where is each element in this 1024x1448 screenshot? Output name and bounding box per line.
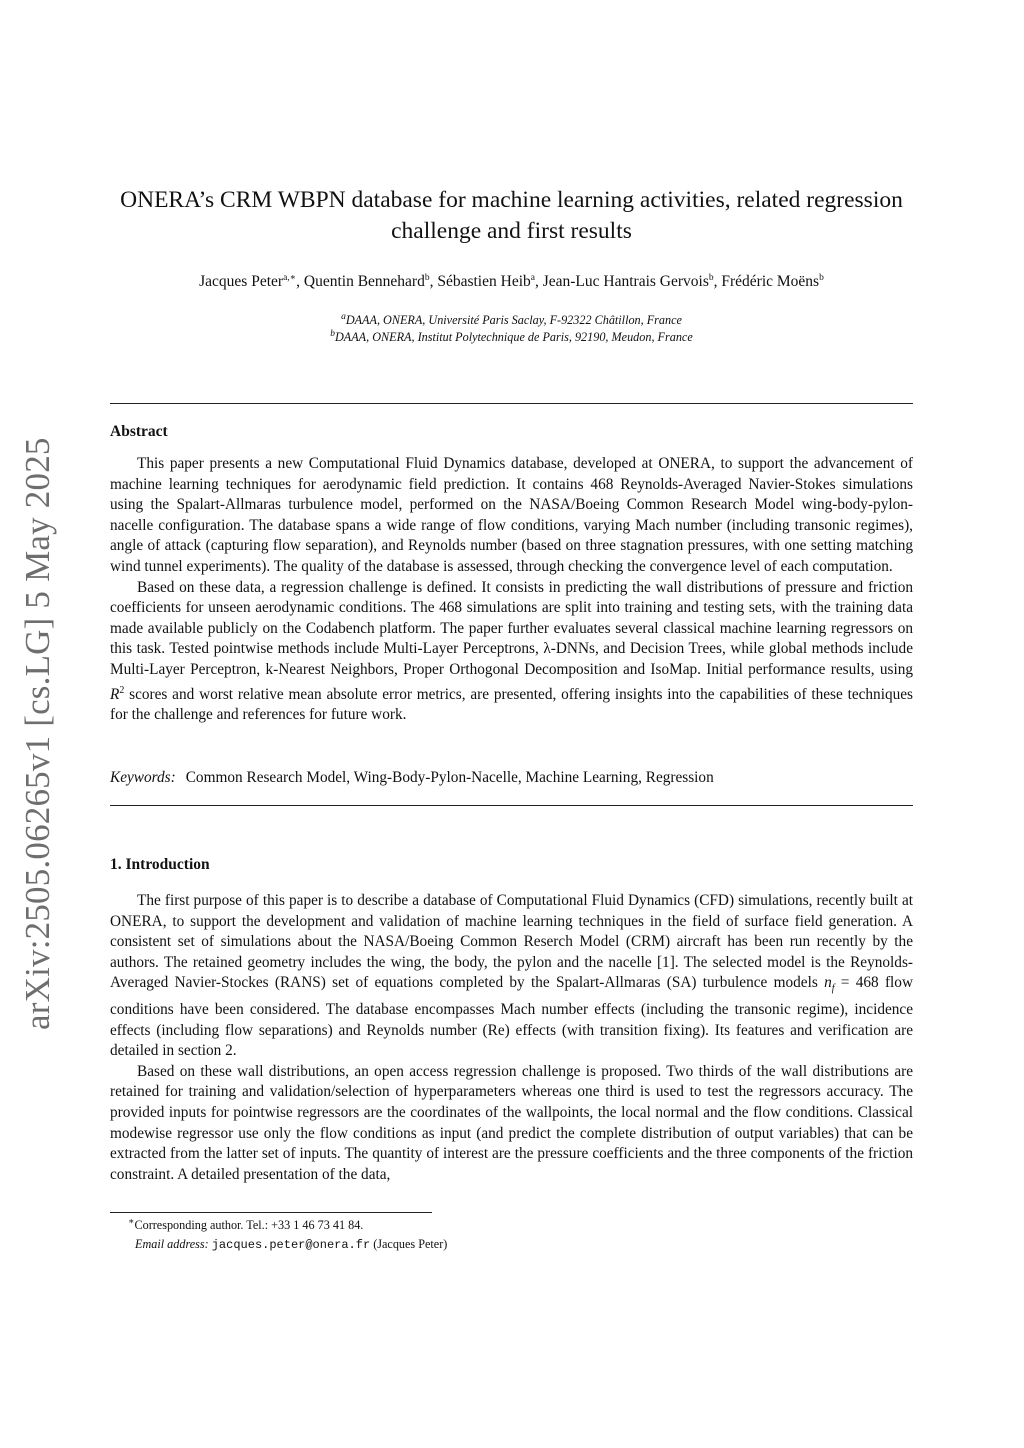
intro-paragraph: Based on these wall distributions, an open access regression challenge is proposed. Two thirds of the wall distributions are retained for training and validation/selection of hyperparameters whereas one third is used to test the regressors accuracy. The provided inputs for pointwise regressors are the coordinates of the wallpoints, the local normal and the flow conditions. Classical modewise regressor use only the flow conditions as input (and predict the complete distribution of output variables) that can be extracted from the latter set of inputs. The quantity of interest are the pressure coefficients and the three components of the friction constraint. A detailed presentation of the data, [110, 1062, 913, 1183]
keywords-label: Keywords: [110, 769, 176, 786]
author-mark: a,∗ [283, 272, 297, 283]
footnote-corresponding [110, 1216, 710, 1234]
abstract-heading: Abstract [110, 423, 168, 440]
author-mark: a [530, 272, 535, 283]
author-mark: b [819, 272, 824, 283]
affiliation-text: DAAA, ONERA, Université Paris Saclay, F-92322 Châtillon, France [345, 313, 682, 327]
nf-symbol: n [824, 974, 832, 992]
author-mark: b [424, 272, 430, 283]
affiliation-text: DAAA, ONERA, Institut Polytechnique de Paris, 92190, Meudon, France [334, 330, 693, 344]
introduction-body [110, 891, 913, 1185]
affiliations [110, 312, 913, 346]
affiliation-mark: a [341, 311, 346, 322]
affiliation-line [110, 312, 913, 329]
email-label: Email address: [135, 1237, 209, 1251]
affiliation-line [110, 329, 913, 346]
abstract-top-rule [110, 403, 913, 404]
intro-paragraph [110, 891, 913, 1062]
arxiv-sidebar-stamp: arXiv:2505.06265v1 [cs.LG] 5 May 2025 [18, 437, 57, 1030]
section-heading-introduction: 1. Introduction [110, 856, 210, 873]
author-list: Jacques Peter$^{a,∗}$, Quentin Bennehard$^b$, Sébastien Heib$^a$, Jean-Luc Hantrais Gervois$^b$, Frédéric Moëns$^b$ [199, 272, 824, 290]
r2-exponent: 2 [119, 684, 125, 696]
author-name: Sébastien Heib [437, 273, 531, 290]
footnote-rule [110, 1212, 432, 1213]
abstract-text: scores and worst relative mean absolute error metrics, are presented, offering insights into the capabilities of these techniques for the challenge and references for future work. [110, 685, 913, 724]
r2-symbol: R [110, 685, 120, 703]
author-name: Frédéric Moëns [721, 273, 820, 290]
affiliation-mark: b [330, 328, 335, 339]
author-mark: b [708, 272, 714, 283]
abstract-bottom-rule [110, 805, 913, 806]
keywords-text: Common Research Model, Wing-Body-Pylon-Nacelle, Machine Learning, Regression [185, 769, 714, 786]
paper-title: ONERA’s CRM WBPN database for machine learning activities, related regression challenge and first results [120, 187, 903, 244]
abstract-body [110, 454, 913, 726]
footnote-mark: ∗ [128, 1216, 135, 1227]
nf-subscript: f [831, 983, 835, 995]
abstract-paragraph: This paper presents a new Computational Fluid Dynamics database, developed at ONERA, to support the advancement of machine learning techniques for aerodynamic field prediction. It contains 468 Reynolds-Averaged Navier-Stokes simulations using the Spalart-Allmaras turbulence model, performed on the NASA/Boeing Common Research Model wing-body-pylon-nacelle configuration. The database spans a wide range of flow conditions, varying Mach number (including transonic regimes), angle of attack (capturing flow separation), and Reynolds number (based on three stagnation pressures, with one setting matching wind tunnel experiments). The quality of the database is assessed, through checking the convergence level of each computation. [110, 455, 913, 575]
author-name: Jacques Peter [199, 273, 284, 290]
email-owner: (Jacques Peter) [373, 1237, 448, 1251]
abstract-paragraph [110, 578, 913, 726]
intro-text: = 468 flow conditions have been considered. The database encompasses Mach number effects (including the transonic regime), incidence effects (including flow separations) and Reynolds number (Re) effects (with transition fixing). Its features and verification are detailed in section 2. [110, 974, 913, 1060]
footnote-text: Corresponding author. Tel.: +33 1 46 73 41 84. [134, 1218, 364, 1232]
author-name: Quentin Bennehard [303, 273, 425, 290]
abstract-text: Based on these data, a regression challenge is defined. It consists in predicting the wall distributions of pressure and friction coefficients for unseen aerodynamic conditions. The 468 simulations are split into training and testing sets, with the training data made available publicly on the Codabench platform. The paper further evaluates several classical machine learning regressors on this task. Tested pointwise methods include Multi-Layer Perceptrons, λ-DNNs, and Decision Trees, while global methods include Multi-Layer Perceptron, k-Nearest Neighbors, Proper Orthogonal Decomposition and IsoMap. Initial performance results, using [110, 578, 913, 678]
keywords [110, 769, 913, 787]
intro-text: The first purpose of this paper is to describe a database of Computational Fluid Dynamics (CFD) simulations, recently built at ONERA, to support the development and validation of machine learning techniques in the field of surface field generation. A consistent set of simulations about the NASA/Boeing Common Reserch Model (CRM) aircraft has been run recently by the authors. The retained geometry includes the wing, the body, the pylon and the nacelle [1]. The selected model is the Reynolds-Averaged Navier-Stockes (RANS) set of equations completed by the Spalart-Allmaras (SA) turbulence models [110, 892, 913, 992]
footnote-email [110, 1235, 710, 1254]
author-name: Jean-Luc Hantrais Gervois [542, 273, 709, 290]
email-address[interactable]: jacques.peter@onera.fr [211, 1238, 371, 1252]
